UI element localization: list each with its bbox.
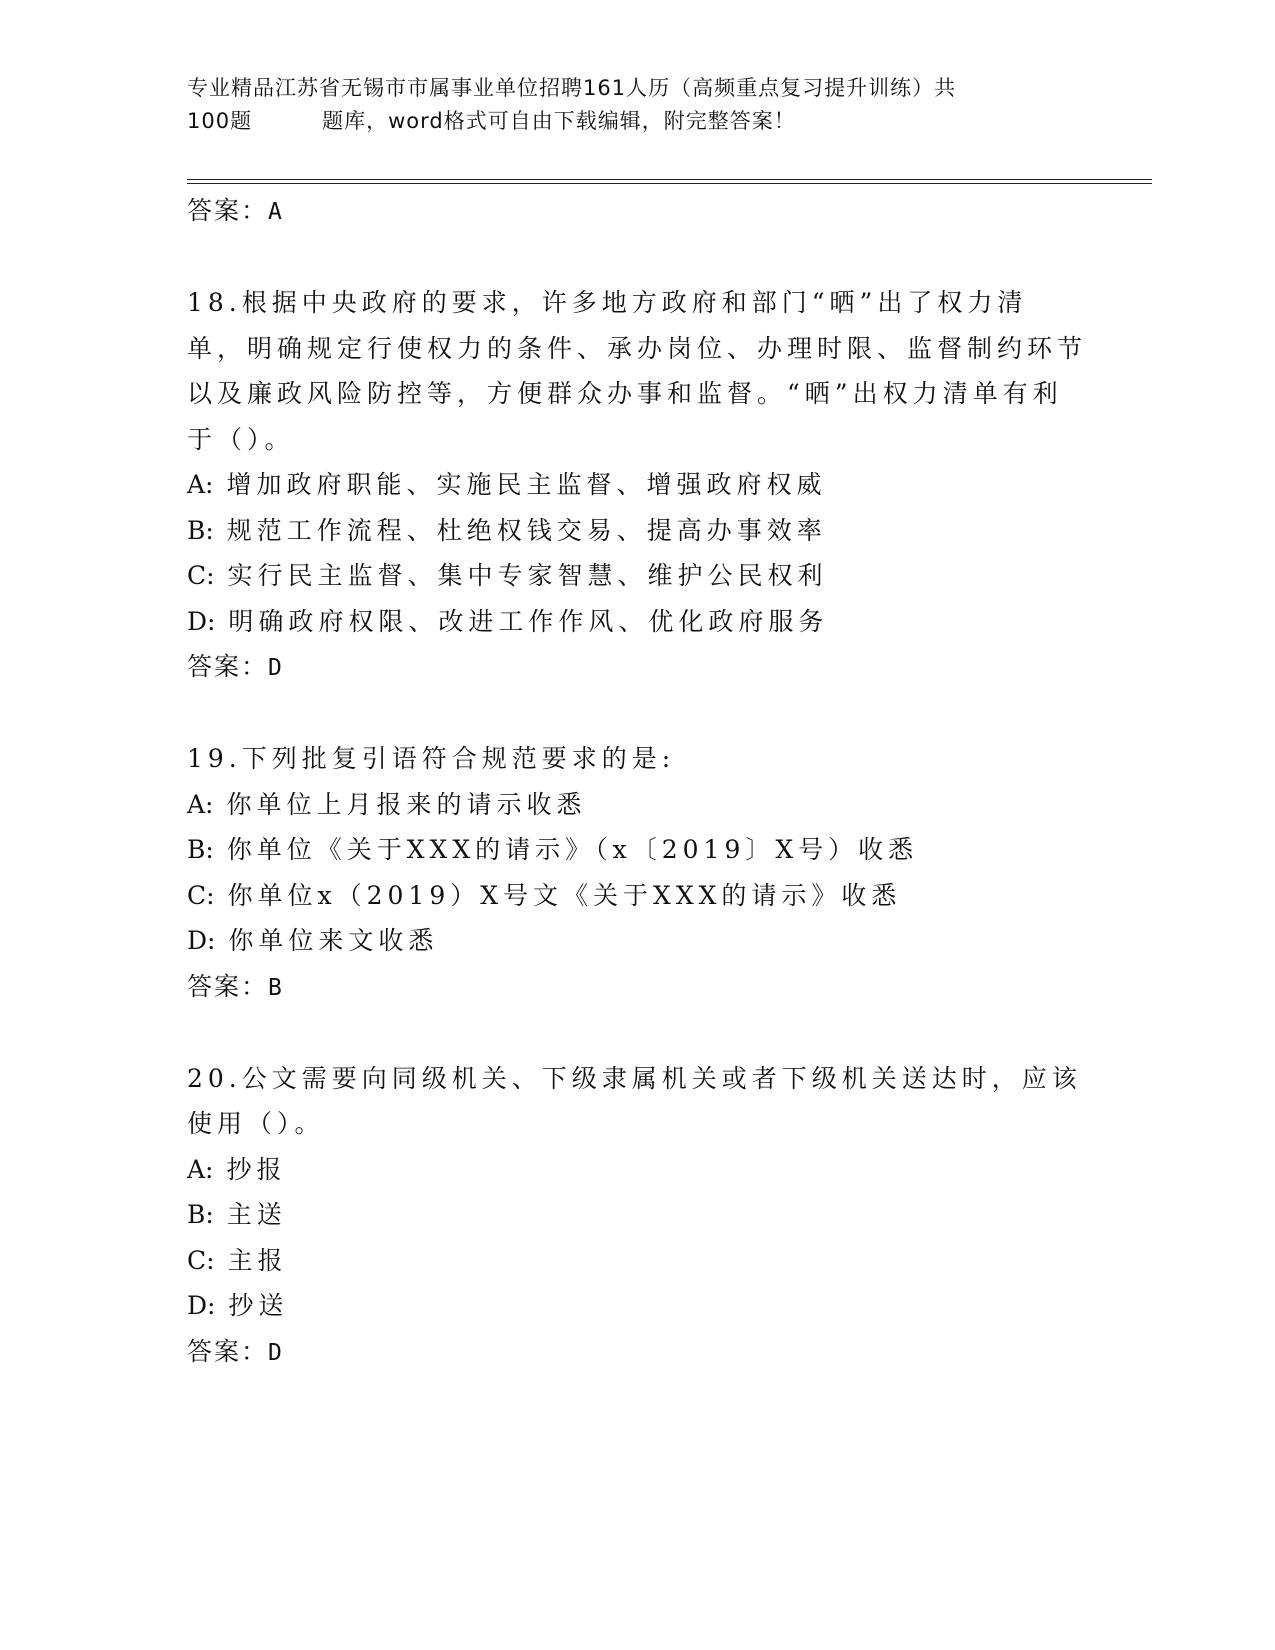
answer-line — [187, 644, 1087, 690]
option-d: D: 你单位来文收悉 — [187, 926, 439, 955]
question-20 — [187, 1056, 1087, 1375]
answer-label: 答案： — [187, 1336, 269, 1366]
option-c: C: 实行民主监督、集中专家智慧、维护公民权利 — [187, 561, 828, 590]
option-a: A: 增加政府职能、实施民主监督、增强政府权威 — [187, 470, 827, 499]
header-divider-bottom — [187, 183, 1152, 184]
answer-value: A — [268, 199, 284, 225]
header-subtitle-line — [187, 105, 1087, 138]
question-text: 18.根据中央政府的要求，许多地方政府和部门“晒”出了权力清单，明确规定行使权力的条件、承办岗位、办理时限、监督制约环节以及廉政风险防控等，方便群众办事和监督。“晒”出权力清单有利于（）。 — [187, 288, 1088, 454]
question-content — [187, 188, 1087, 1375]
answer-label: 答案： — [187, 971, 269, 1001]
answer-line — [187, 1329, 1087, 1375]
option-b: B: 规范工作流程、杜绝权钱交易、提高办事效率 — [187, 515, 827, 545]
page-header — [187, 72, 1087, 138]
header-title-line: 专业精品江苏省无锡市市属事业单位招聘161人历（高频重点复习提升训练）共 — [187, 76, 957, 100]
question-text: 19.下列批复引语符合规范要求的是: — [187, 744, 676, 773]
answer-value: D — [268, 655, 284, 681]
option-a: A: 你单位上月报来的请示收悉 — [187, 789, 587, 819]
option-b: B: 你单位《关于XXX的请示》（x〔2019〕X号）收悉 — [187, 835, 919, 864]
header-divider-top — [187, 179, 1152, 180]
answer-value: B — [268, 974, 284, 1001]
answer-label: 答案： — [187, 652, 269, 681]
answer-line — [187, 188, 1087, 234]
header-question-count: 100题 — [187, 109, 253, 133]
answer-line — [187, 964, 1087, 1010]
question-19 — [187, 736, 1087, 1010]
question-text: 20.公文需要向同级机关、下级隶属机关或者下级机关送达时，应该使用（）。 — [187, 1063, 1082, 1138]
header-description: 题库，word格式可自由下载编辑，附完整答案！ — [322, 109, 796, 133]
answer-label: 答案： — [187, 196, 269, 225]
option-d: D: 抄送 — [187, 1291, 289, 1320]
option-c: C: 你单位x（2019）X号文《关于XXX的请示》收悉 — [187, 880, 902, 910]
answer-value: D — [268, 1339, 284, 1366]
question-18 — [187, 280, 1087, 690]
option-a: A: 抄报 — [187, 1154, 287, 1184]
option-c: C: 主报 — [187, 1245, 288, 1275]
option-b: B: 主送 — [187, 1200, 287, 1229]
option-d: D: 明确政府权限、改进工作作风、优化政府服务 — [187, 606, 829, 636]
